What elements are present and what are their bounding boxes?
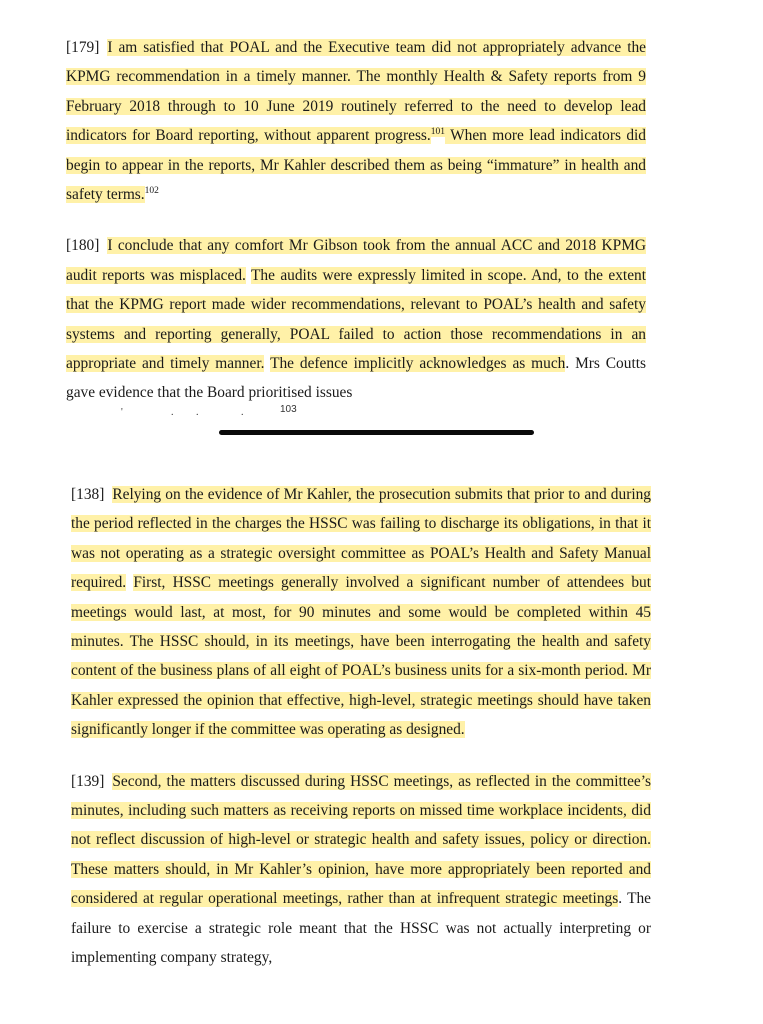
paragraph-139 (71, 767, 651, 973)
text: . Mrs Coutts gave evidence that the Board prioritised issues (66, 355, 646, 402)
clipped-text-line (66, 403, 646, 417)
highlighted-text[interactable]: I am satisfied that POAL and the Executive team did not appropriately advance the KPMG recommendation in a timely manner. The monthly Health & Safety reports from 9 February 2018 through to 10 June 2019 routinely referred to the need to develop lead indicators for Board reporting, without apparent progress. (66, 39, 646, 145)
clipped-glyph: . (196, 407, 199, 417)
footnote-reference: 103 (280, 404, 297, 415)
paragraph-number: [138] (71, 486, 105, 503)
highlighted-text[interactable]: The audits were expressly limited in scope. And, to the extent that the KPMG report made wider recommendations, relevant to POAL’s health and safety systems and reporting generally, POAL failed to action those recommendations in an appropriate and timely manner. (66, 266, 647, 373)
page-bottom-edge (0, 1002, 763, 1024)
paragraph-179 (66, 33, 646, 209)
clipped-glyph: ' (121, 407, 123, 417)
paragraph-138 (71, 480, 651, 745)
home-indicator-bar[interactable] (219, 430, 534, 435)
document-top-section (66, 33, 646, 430)
clipped-glyph: . (241, 407, 244, 417)
footnote-reference[interactable]: 102 (144, 186, 159, 197)
highlighted-text[interactable]: Relying on the evidence of Mr Kahler, the prosecution submits that prior to and during the period reflected in the charges the HSSC was failing to discharge its obligations, in that it was not operating as a strategic oversight committee as POAL’s Health and Safety Manual required. (71, 486, 651, 592)
clipped-glyph: . (171, 407, 174, 417)
highlighted-text[interactable]: The defence implicitly acknowledges as much (270, 355, 566, 373)
highlighted-text[interactable]: I conclude that any comfort Mr Gibson took from the annual ACC and 2018 KPMG audit reports was misplaced. (66, 237, 646, 284)
paragraph-number: [139] (71, 772, 105, 790)
footnote-reference[interactable]: 101 (430, 127, 446, 138)
paragraph-number: [179] (66, 39, 100, 56)
highlighted-text[interactable]: Second, the matters discussed during HSSC meetings, as reflected in the committee’s minutes, including such matters as receiving reports on missed time workplace incidents, did not reflect discussion of high-level or strategic health and safety issues, policy or direction. These matters should, in Mr Kahler’s opinion, have more appropriately been reported and considered at regular operational meetings, rather than at infrequent strategic meetings (71, 772, 651, 908)
paragraph-180 (66, 231, 646, 407)
highlighted-text[interactable]: When more lead indicators did begin to appear in the reports, Mr Kahler described them as being “immature” in health and safety terms. (66, 127, 646, 204)
paragraph-number: [180] (66, 237, 100, 255)
highlighted-text[interactable]: First, HSSC meetings generally involved a significant number of attendees but meetings would last, at most, for 90 minutes and some would be completed within 45 minutes. The HSSC should, in its meetings, have been interrogating the health and safety content of the business plans of all eight of POAL’s business units for a six-month period. Mr Kahler expressed the opinion that effective, high-level, strategic meetings should have taken significantly longer if the committee was operating as designed. (71, 574, 651, 739)
text: . The failure to exercise a strategic role meant that the HSSC was not actually interpreting or implementing company strategy, (71, 890, 651, 967)
document-bottom-section (71, 480, 651, 995)
